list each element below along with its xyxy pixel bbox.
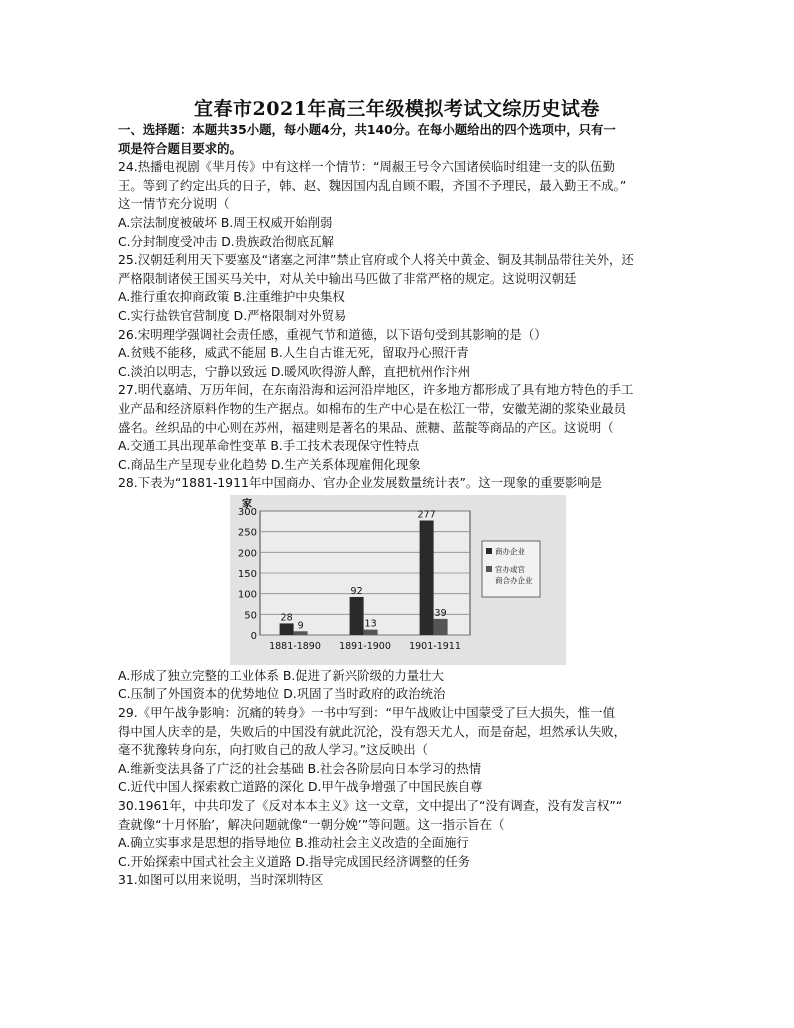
y-tick-label: 100 — [237, 589, 257, 601]
question-line: 30.1961年，中共印发了《反对本本主义》这一文章，文中提出了“没有调查，没有发言权”“ — [118, 798, 623, 814]
option-line: A.确立实事求是思想的指导地位 B.推动社会主义改造的全面施行 — [118, 835, 469, 851]
option-line: C.分封制度受冲击 D.贵族政治彻底瓦解 — [118, 233, 334, 249]
option-line: A.推行重农抑商政策 B.注重维护中央集权 — [118, 289, 345, 305]
option-line: A.维新变法具备了广泛的社会基础 B.社会各阶层向日本学习的热情 — [118, 760, 482, 776]
option-line: C.压制了外国资本的优势地位 D.巩固了当时政府的政治统治 — [118, 686, 446, 702]
option-line: A.贫贱不能移，威武不能屈 B.人生自古谁无死，留取丹心照汗青 — [118, 345, 469, 361]
question-line: 王。等到了约定出兵的日子，韩、赵、魏因国内乱自顾不暇，齐国不予理民，最入勤王不成。” — [118, 177, 627, 193]
question-line: 业产品和经济原料作物的生产据点。如棉布的生产中心是在松江一带，安徽芜湖的浆染业最员 — [118, 400, 627, 416]
bar — [434, 619, 448, 635]
option-line: C.商品生产呈现专业化趋势 D.生产关系体现雇佣化现象 — [118, 456, 421, 472]
page-title: 宜春市2021年高三年级模拟考试文综历史试卷 — [194, 98, 600, 120]
bar-value-label: 39 — [434, 607, 447, 619]
question-line: 25.汉朝廷利用天下要塞及“诸塞之河津”禁止官府或个人将关中黄金、铜及其制品带往关外，还 — [118, 252, 634, 268]
y-tick-label: 0 — [250, 630, 257, 642]
bar-value-label: 28 — [280, 612, 293, 624]
section-header-line: 项是符合题目要求的。 — [118, 140, 242, 156]
option-line: C.近代中国人探索救亡道路的深化 D.甲午战争增强了中国民族自尊 — [118, 779, 483, 795]
question-line: 26.宋明理学强调社会责任感，重视气节和道德，以下语句受到其影响的是（） — [118, 326, 547, 342]
bar-value-label: 277 — [417, 509, 436, 521]
question-line: 24.热播电视剧《芈月传》中有这样一个情节：“周赧王号令六国诸侯临时组建一支的队伍勤 — [118, 159, 615, 175]
x-tick-label: 1891-1900 — [339, 640, 391, 652]
question-line: 严格限制诸侯王国买马关中，对从关中输出马匹做了非常严格的规定。这说明汉朝廷 — [118, 270, 577, 286]
bar-value-label: 13 — [364, 618, 377, 630]
legend-label: 官办或官 — [495, 564, 525, 574]
option-line: C.淡泊以明志，宁静以致远 D.暖风吹得游人醉，直把杭州作汴州 — [118, 363, 471, 379]
bar — [294, 631, 308, 635]
bar — [280, 623, 294, 635]
question-line: 28.下表为“1881-1911年中国商办、官办企业发展数量统计表”。这一现象的重要影响是 — [118, 475, 603, 491]
question-line: 查就像“十月怀胎’，解决问题就像“一朝分娩’”等问题。这一指示旨在（ — [118, 816, 505, 832]
question-line: 毫不犹豫转身向东，向打败自己的敌人学习。”这反映出（ — [118, 742, 428, 758]
question-line: 31.如图可以用来说明，当时深圳特区 — [118, 872, 324, 888]
legend-label: 商办企业 — [495, 546, 525, 556]
exam-content — [118, 121, 678, 890]
bar-value-label: 9 — [297, 620, 304, 632]
option-line: A.宗法制度被破坏 B.周王权威开始削弱 — [118, 214, 333, 230]
y-tick-label: 300 — [237, 506, 257, 518]
enterprise-chart — [118, 495, 678, 665]
x-tick-label: 1901-1911 — [409, 640, 461, 652]
bar-value-label: 92 — [350, 585, 363, 597]
option-line: C.开始探索中国式社会主义道路 D.指导完成国民经济调整的任务 — [118, 853, 471, 869]
option-line: A.交通工具出现革命性变革 B.手工技术表现保守性特点 — [118, 438, 420, 454]
y-tick-label: 150 — [237, 568, 257, 580]
question-line: 29.《甲午战争影响：沉痛的转身》一书中写到：“甲午战败让中国蒙受了巨大损失，惟一值 — [118, 705, 615, 721]
legend-swatch — [486, 566, 492, 572]
bar — [420, 520, 434, 634]
bar — [350, 597, 364, 635]
option-line: C.实行盐铁官营制度 D.严格限制对外贸易 — [118, 307, 347, 323]
x-tick-label: 1881-1890 — [269, 640, 321, 652]
bar-chart-svg — [230, 495, 566, 665]
question-line: 盛名。丝织品的中心则在苏州，福建则是著名的果品、蔗糖、蓝靛等商品的产区。这说明（ — [118, 419, 614, 435]
y-tick-label: 200 — [237, 548, 257, 560]
legend-label: 商合办企业 — [495, 575, 533, 585]
question-line: 27.明代嘉靖、万历年间，在东南沿海和运河沿岸地区，许多地方都形成了具有地方特色的手工 — [118, 382, 634, 398]
bar — [364, 630, 378, 635]
y-tick-label: 250 — [237, 527, 257, 539]
question-line: 这一情节充分说明（ — [118, 196, 230, 212]
option-line: A.形成了独立完整的工业体系 B.促进了新兴阶级的力量壮大 — [118, 667, 444, 683]
y-axis-label: 家 — [242, 498, 252, 510]
y-tick-label: 50 — [244, 610, 257, 622]
question-line: 得中国人庆幸的是，失败后的中国没有就此沉沦，没有怨天尤人，而是奋起，坦然承认失败， — [118, 723, 627, 739]
legend-swatch — [486, 548, 492, 554]
section-header-line: 一、选择题：本题共35小题，每小题4分，共140分。在每小题给出的四个选项中，只有一 — [118, 122, 616, 137]
